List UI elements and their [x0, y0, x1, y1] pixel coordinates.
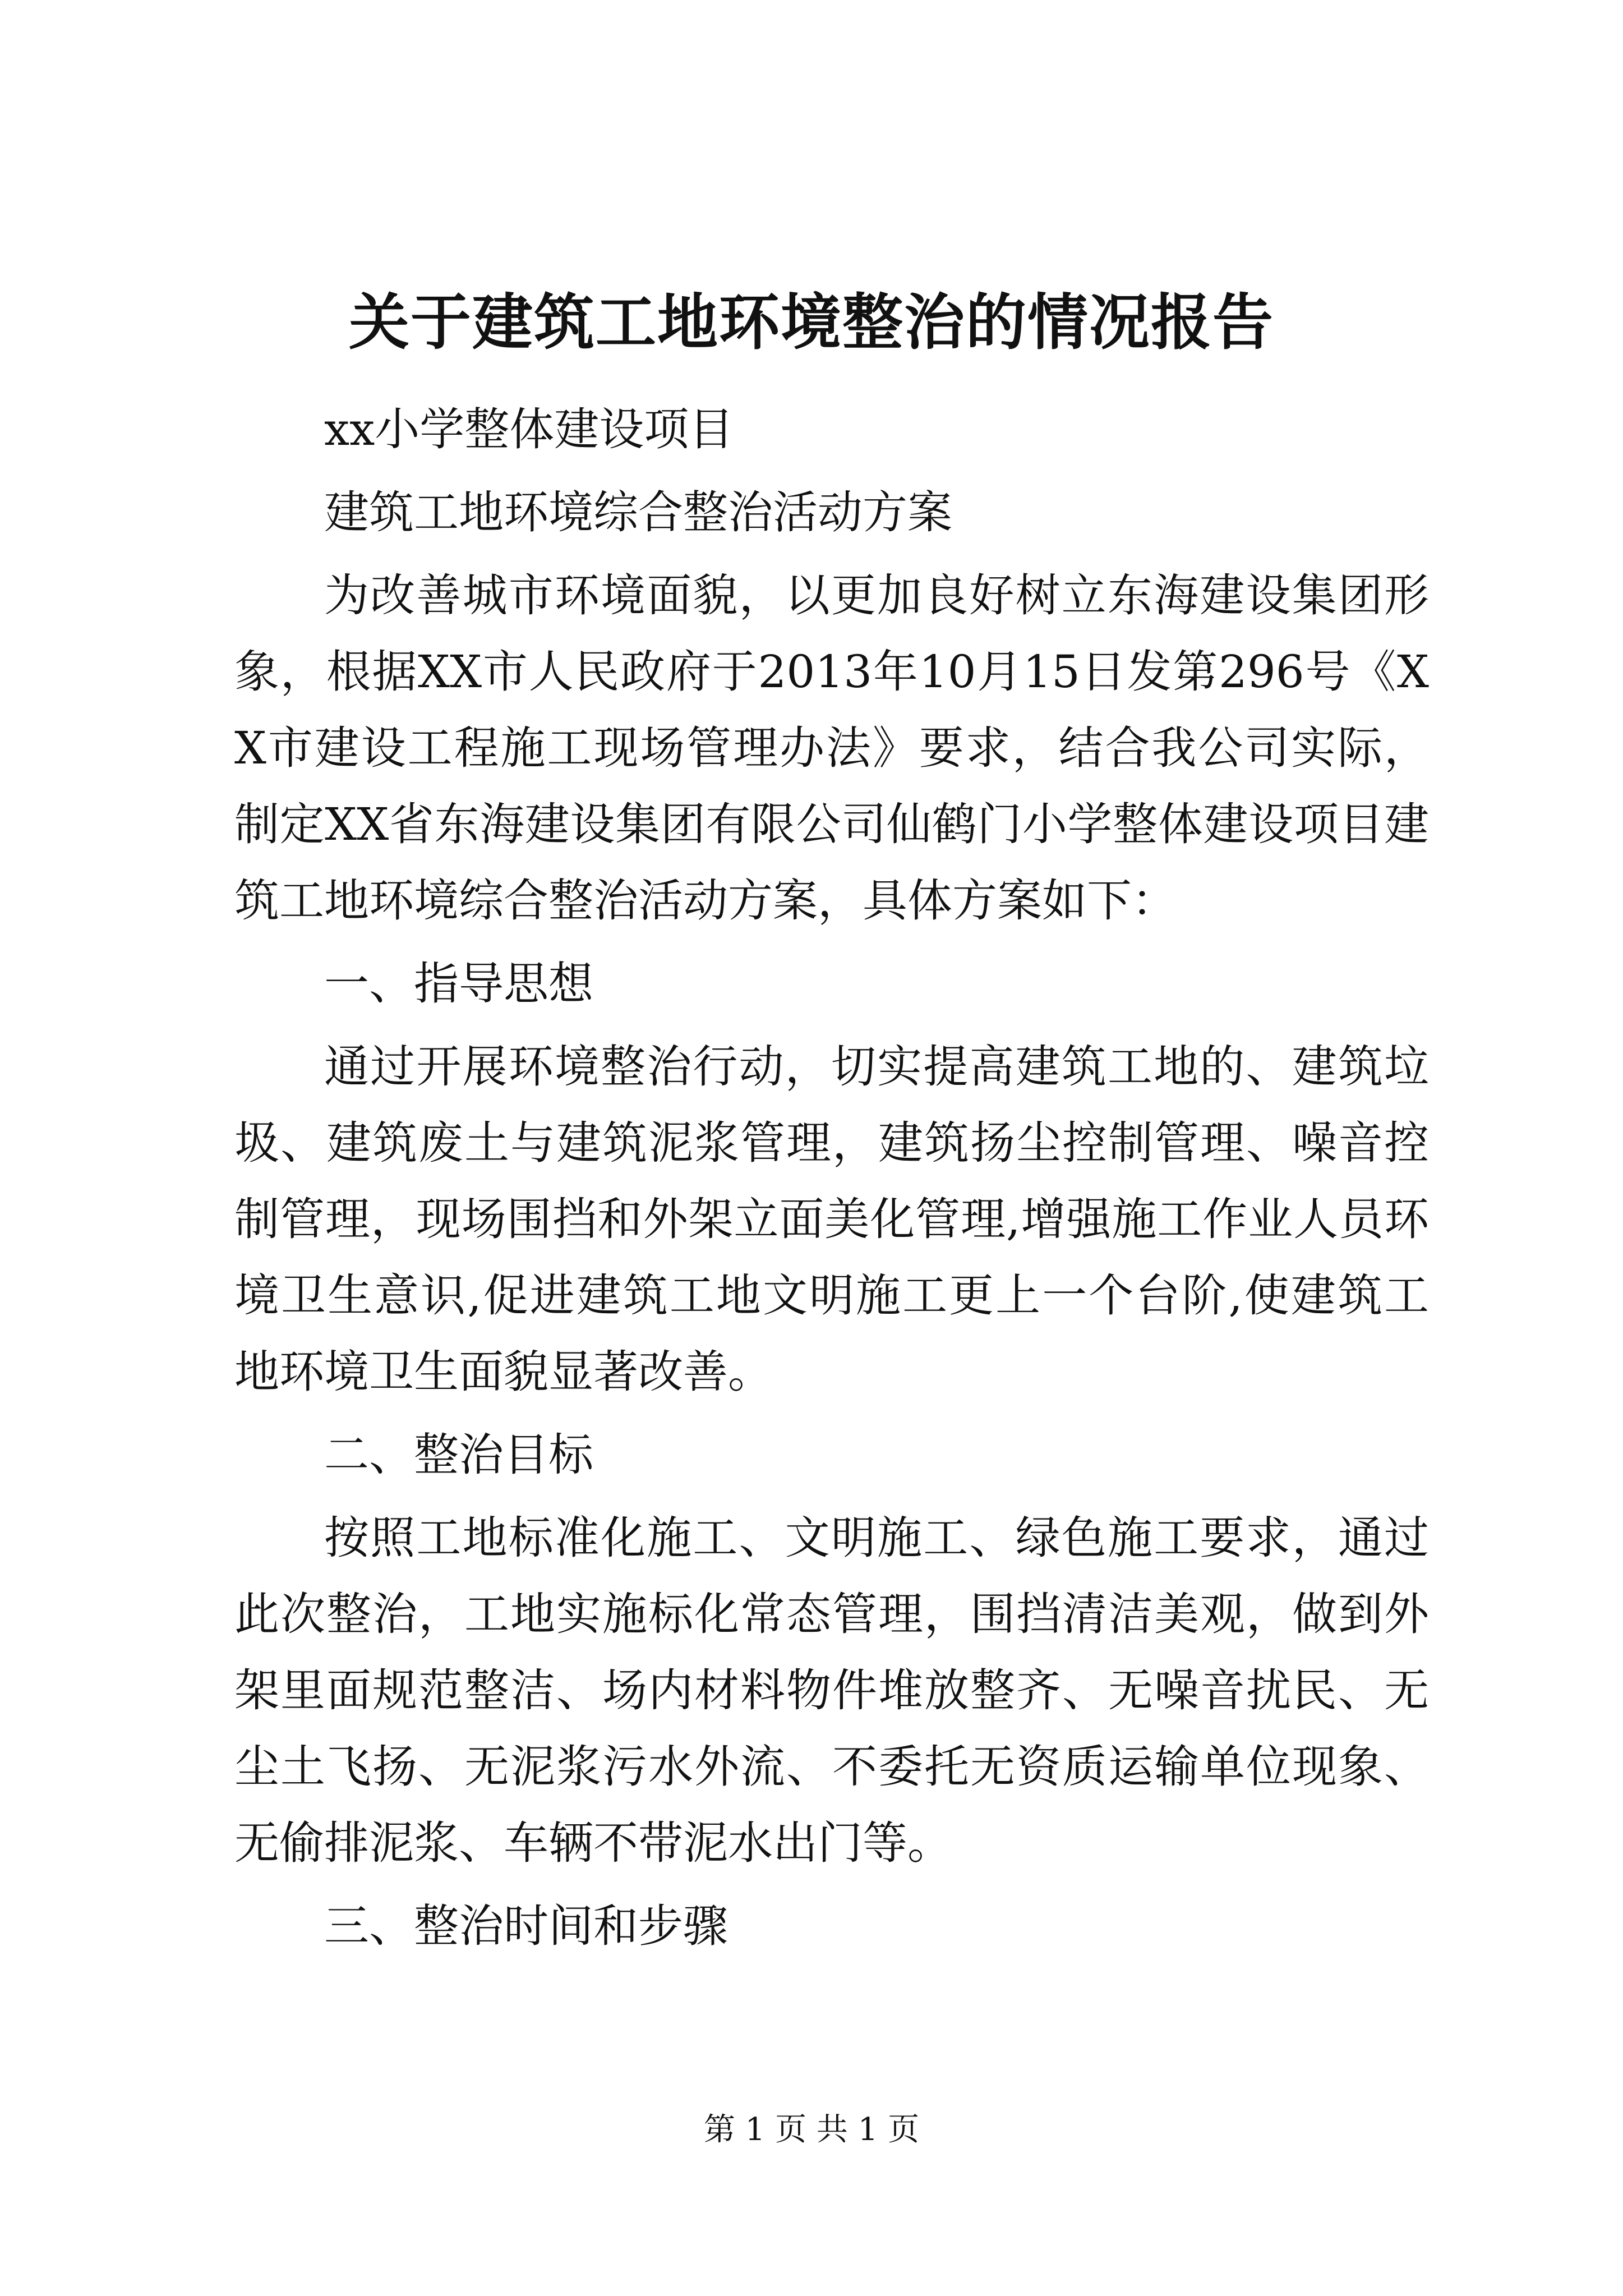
plan-name: 建筑工地环境综合整治活动方案	[324, 486, 952, 539]
document-title: 关于建筑工地环境整治的情况报告	[348, 287, 1274, 358]
section-heading-schedule: 三、整治时间和步骤	[324, 1900, 728, 1952]
document-body	[234, 392, 1429, 1971]
section-heading-guiding-ideology: 一、指导思想	[324, 958, 593, 1010]
section-heading-goals: 二、整治目标	[324, 1429, 593, 1481]
guiding-ideology-paragraph: 通过开展环境整治行动，切实提高建筑工地的、建筑垃圾、建筑废土与建筑泥浆管理，建筑扬尘控制管理、噪音控制管理，现场围挡和外架立面美化管理,增强施工作业人员环境卫生意识,促进建筑工地文明施工更上一个台阶,使建筑工地环境卫生面貌显著改善。	[234, 1041, 1429, 1398]
project-name: xx小学整体建设项目	[324, 403, 734, 455]
goals-paragraph: 按照工地标准化施工、文明施工、绿色施工要求，通过此次整治，工地实施标化常态管理，围挡清洁美观，做到外架里面规范整洁、场内材料物件堆放整齐、无噪音扰民、无尘土飞扬、无泥浆污水外流、不委托无资质运输单位现象、无偷排泥浆、车辆不带泥水出门等。	[234, 1512, 1429, 1869]
page-number-footer: 第 1 页 共 1 页	[703, 2111, 920, 2148]
intro-paragraph: 为改善城市环境面貌，以更加良好树立东海建设集团形象，根据XX市人民政府于2013年10月15日发第296号《XX市建设工程施工现场管理办法》要求，结合我公司实际，制定XX省东海建设集团有限公司仙鹤门小学整体建设项目建筑工地环境综合整治活动方案，具体方案如下：	[234, 569, 1429, 927]
